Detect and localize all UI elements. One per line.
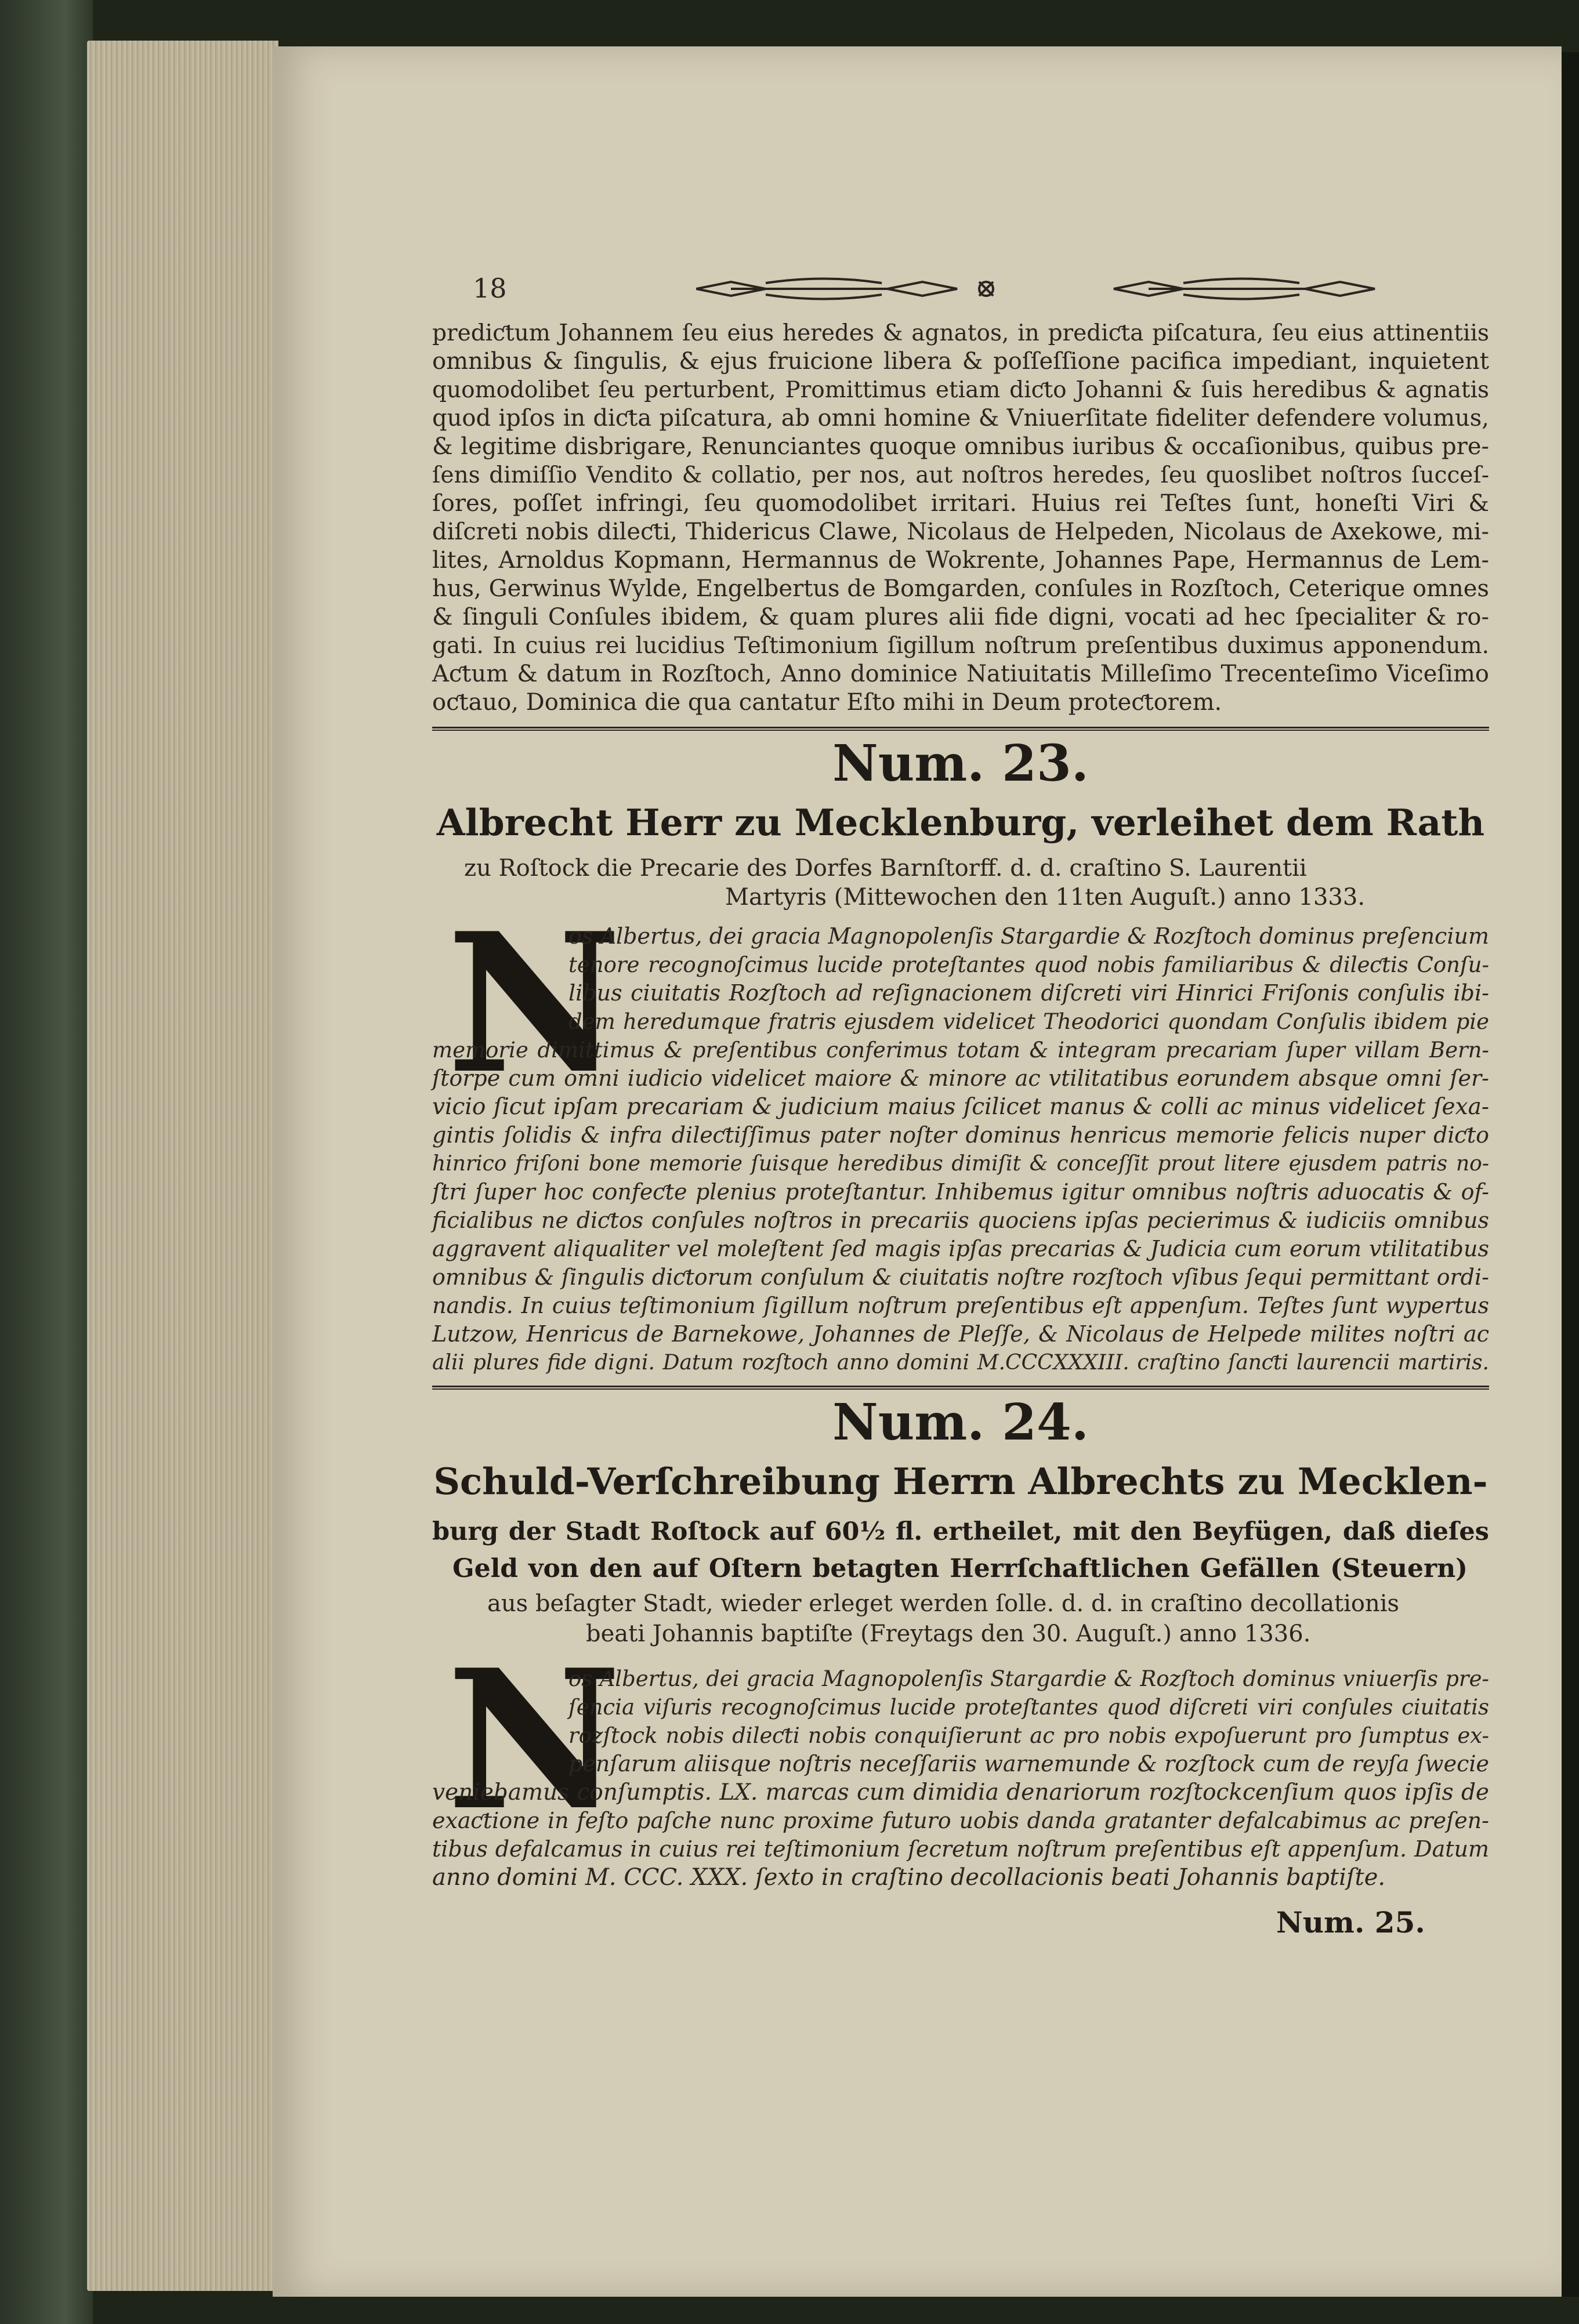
section-title: Schuld-Verſchreibung Herrn Albrechts zu Mecklen- xyxy=(433,1460,1488,1503)
text-line: ſens dimiſſio Vendito & collatio, per nos, aut noſtros heredes, ſeu quoslibet noſtros ſucceſ- xyxy=(432,462,1489,488)
text-line: omnibus & ſingulis, & ejus fruicione libera & poſſeſſione pacifica impediant, inquietent xyxy=(432,348,1489,375)
page-edges xyxy=(87,41,278,2291)
text-line: vicio ſicut ipſam precariam & judicium maius ſcilicet manus & colli ac minus videlicet ſexa- xyxy=(432,1094,1489,1120)
text-line: Aƈtum & datum in Rozſtoch, Anno dominice Natiuitatis Milleſimo Trecenteſimo Viceſimo xyxy=(432,661,1489,687)
section-title: burg der Stadt Roſtock auf 60½ fl. ertheilet, mit den Beyfügen, daß dieſes xyxy=(432,1517,1489,1546)
section-subtitle: Martyris (Mittewochen den 11ten Auguſt.) anno 1333. xyxy=(725,884,1366,911)
text-line: tibus defalcamus in cuius rei teſtimonium ſecretum noſtrum preſentibus eſt appenſum. Datum xyxy=(432,1836,1489,1862)
text-line: rozſtock nobis dileƈti nobis conquiſierunt ac pro nobis expoſuerunt pro ſumptus ex- xyxy=(568,1723,1489,1748)
background-edge xyxy=(1560,52,1579,2297)
text-line: gati. In cuius rei lucidius Teſtimonium ſigillum noſtrum preſentibus duximus apponendum. xyxy=(432,633,1489,659)
text-line: prediƈtum Johannem ſeu eius heredes & agnatos, in prediƈta piſcatura, ſeu eius attinentiis xyxy=(432,320,1489,346)
text-line: aggravent aliqualiter vel moleſtent ſed magis ipſas precarias & Judicia cum eorum vtilitatibus xyxy=(432,1236,1489,1261)
section-title: Albrecht Herr zu Mecklenburg, verleihet dem Rath xyxy=(436,801,1485,844)
text-line: ſencia viſuris recognoſcimus lucide proteſtantes quod diſcreti viri conſules ciuitatis xyxy=(568,1695,1489,1720)
section-subtitle: zu Roſtock die Precarie des Dorfes Barnſtorff. d. d. craſtino S. Laurentii xyxy=(464,855,1307,882)
section-subtitle: aus beſagter Stadt, wieder erleget werden ſolle. d. d. in craſtino decollationis xyxy=(487,1590,1400,1617)
section-heading-24: Num. 24. xyxy=(832,1393,1089,1452)
text-line: exaƈtione in feſto paſche nunc proxime futuro uobis danda gratanter defalcabimus ac preſen- xyxy=(432,1808,1489,1833)
text-line: tenore recognoſcimus lucide proteſtantes quod nobis familiaribus & dileƈtis Conſu- xyxy=(568,952,1489,977)
drop-cap-initial: N xyxy=(447,891,622,1116)
drop-cap-initial: N xyxy=(447,1627,622,1852)
text-line: anno domini M. CCC. XXX. ſexto in craſtino decollacionis beati Johannis baptiſte. xyxy=(432,1864,1386,1891)
text-line: quod ipſos in diƈta piſcatura, ab omni homine & Vniuerſitate fideliter defendere volumus, xyxy=(432,405,1489,432)
text-line: dem heredumque fratris ejusdem videlicet Theodorici quondam Conſulis ibidem pie xyxy=(568,1009,1489,1034)
section-heading-23: Num. 23. xyxy=(832,734,1089,793)
text-line: diſcreti nobis dileƈti, Thidericus Clawe, Nicolaus de Helpeden, Nicolaus de Axekowe, mi- xyxy=(432,519,1489,545)
book-page xyxy=(273,46,1562,2297)
text-line: & ſinguli Conſules ibidem, & quam plures alii fide digni, vocati ad hec ſpecialiter & ro- xyxy=(432,604,1489,630)
section-rule xyxy=(432,726,1489,732)
book-cover xyxy=(0,0,93,2324)
text-line: & legitime disbrigare, Renunciantes quoque omnibus iuribus & occaſionibus, quibus pre- xyxy=(432,433,1489,460)
text-line: penſarum aliisque noſtris neceſſariis warnemunde & rozſtock cum de reyſa ſwecie xyxy=(568,1751,1489,1776)
text-line: lites, Arnoldus Kopmann, Hermannus de Wokrente, Johannes Pape, Hermannus de Lem- xyxy=(432,547,1489,574)
text-line: ſtri ſuper hoc confeƈte plenius proteſtantur. Inhibemus igitur omnibus noſtris aduocatis & of- xyxy=(432,1179,1489,1205)
text-line: libus ciuitatis Rozſtoch ad reſignacionem diſcreti viri Hinrici Friſonis conſulis ibi- xyxy=(568,980,1489,1006)
section-subtitle: beati Johannis baptiſte (Freytags den 30. Auguſt.) anno 1336. xyxy=(586,1620,1311,1647)
text-line: memorie dimittimus & preſentibus conferimus totam & integram precariam ſuper villam Bern- xyxy=(432,1038,1489,1063)
text-line: hus, Gerwinus Wylde, Engelbertus de Bomgarden, conſules in Rozſtoch, Ceterique omnes xyxy=(432,575,1489,602)
text-line: ſtorpe cum omni iudicio videlicet maiore & minore ac vtilitatibus eorundem absque omni ſer- xyxy=(432,1065,1489,1091)
text-line: Lutzow, Henricus de Barnekowe, Johannes de Pleſſe, & Nicolaus de Helpede milites noſtri ac xyxy=(432,1321,1489,1347)
text-line: ficialibus ne diƈtos conſules noſtros in precariis quociens ipſas pecierimus & iudiciis omnibus xyxy=(432,1208,1489,1233)
page-number: 18 xyxy=(473,273,507,304)
text-line: os Albertus, dei gracia Magnopolenſis Stargardie & Rozſtoch dominus preſencium xyxy=(568,923,1489,949)
section-rule xyxy=(432,1385,1489,1391)
header-ornament xyxy=(696,271,1543,306)
text-line: nandis. In cuius teſtimonium ſigillum noſtrum preſentibus eſt appenſum. Teſtes ſunt wypertus xyxy=(432,1293,1489,1318)
text-line: alii plures fide digni. Datum rozſtoch anno domini M.CCCXXXIII. craſtino ſanƈti laurencii martiris. xyxy=(432,1351,1489,1375)
text-line: os Albertus, dei gracia Magnopolenſis Stargardie & Rozſtoch dominus vniuerſis pre- xyxy=(568,1666,1489,1691)
text-line: hinrico friſoni bone memorie ſuisque heredibus dimiſit & conceſſit prout litere ejusdem patris no- xyxy=(432,1152,1489,1176)
text-line: quomodolibet ſeu perturbent, Promittimus etiam diƈto Johanni & ſuis heredibus & agnatis xyxy=(432,377,1489,403)
text-line: omnibus & ſingulis diƈtorum conſulum & ciuitatis noſtre rozſtoch vſibus ſequi permittant ordi- xyxy=(432,1264,1489,1290)
text-line: veniebamus conſumptis. LX. marcas cum dimidia denariorum rozſtockcenſium quos ipſis de xyxy=(432,1779,1489,1805)
text-line: oƈtauo, Dominica die qua cantatur Eſto mihi in Deum proteƈtorem. xyxy=(432,689,1222,716)
text-line: gintis ſolidis & infra dileƈtiſſimus pater noſter dominus henricus memorie felicis nuper diƈto xyxy=(432,1122,1489,1148)
section-title: Geld von den auf Oſtern betagten Herrſchaftlichen Gefällen (Steuern) xyxy=(452,1554,1468,1583)
catchword: Num. 25. xyxy=(1276,1905,1425,1939)
text-line: ſores, poſſet infringi, ſeu quomodolibet irritari. Huius rei Teſtes ſunt, honeſti Viri & xyxy=(432,490,1489,517)
